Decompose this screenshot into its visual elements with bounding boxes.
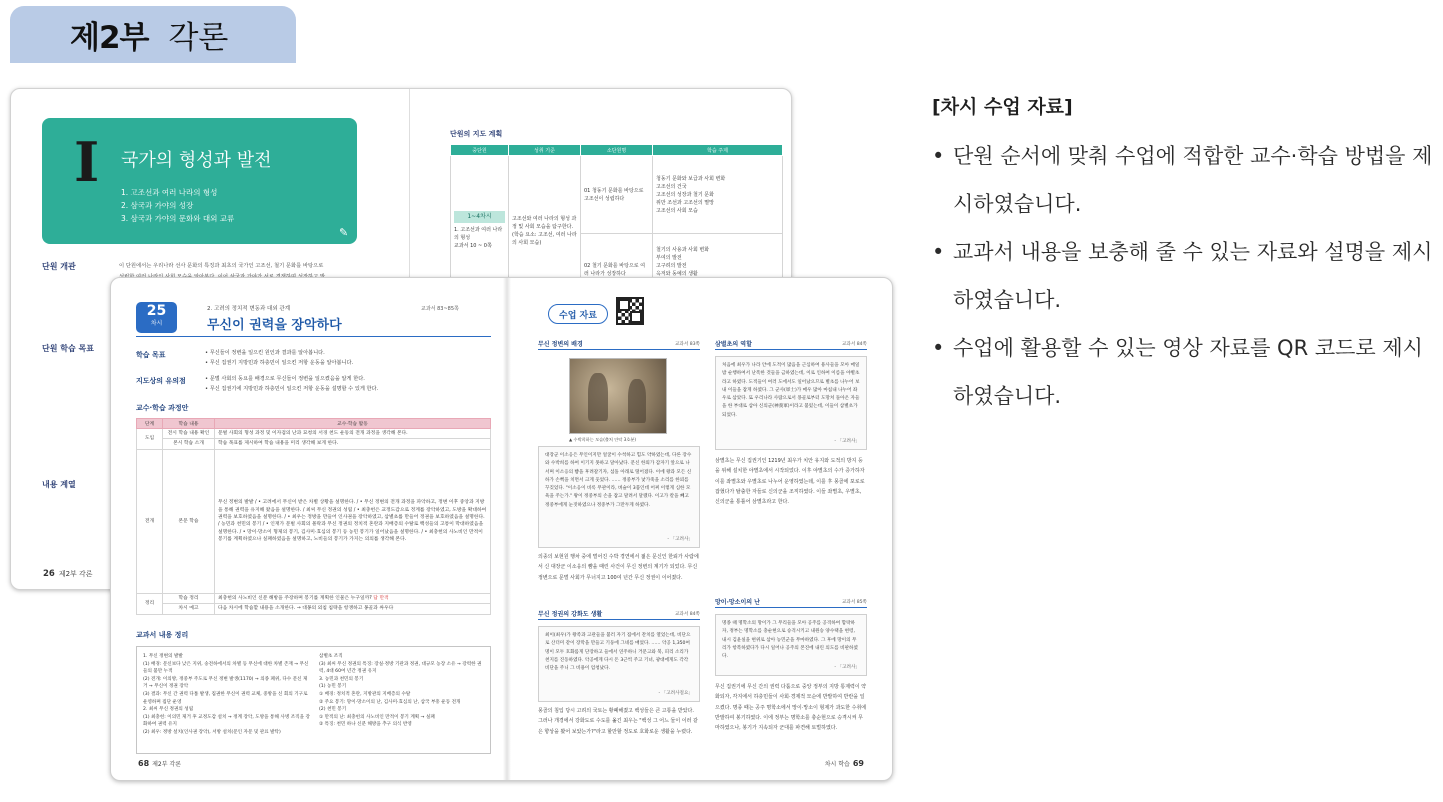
objective: • 무신 집권기 지방민과 하층민이 일으킨 저항 운동을 알아봅니다. bbox=[205, 360, 354, 366]
material-heading bbox=[538, 338, 700, 350]
material-title: 삼별초의 역할 bbox=[715, 341, 752, 348]
right-page-number bbox=[825, 759, 864, 768]
summary-title: 교과서 내용 정리 bbox=[136, 631, 189, 639]
topic: 철기의 사용과 사회 변화 bbox=[656, 246, 710, 253]
process-table bbox=[136, 418, 491, 615]
summary-line: (2) 천민 봉기 bbox=[319, 707, 347, 713]
side-bullet: • 단원 순서에 맞춰 수업에 적합한 교수·학습 방법을 제시하였습니다. bbox=[932, 132, 1437, 228]
process-header: 교수·학습 활동 bbox=[215, 419, 491, 429]
label-overview: 단원 개관 bbox=[42, 262, 76, 271]
topic: 위만 조선과 고조선의 멸망 bbox=[656, 199, 714, 206]
process-item: 차시 예고 bbox=[163, 604, 215, 614]
process-activity: 문벌 사회의 형성 과정 및 이자겸의 난과 묘청의 서경 천도 운동의 전개 과정을 생각해 본다. bbox=[215, 429, 491, 439]
unit-plan-standard: 고조선와 여러 나라의 형성 과정 및 사회 모습을 탐구한다. (학습 요소: 고조선, 여러 나라의 사회 모습) bbox=[509, 156, 581, 306]
quote-text: 처음에 최우가 나라 안에 도적이 많음을 근심하여 용사들을 모아 매일 밤 순행하여서 난폭한 것들을 금하였는데, 이로 인하여 이름을 야별초라고 하였다. 도적들이 여러 도에서도 일어났으므로 별초를 나누어 보내 이들을 잡게 하였다. 그 군사(軍士)가 매우 많아 마침내 나누어 좌우로 삼았다. 또 우리나라 사람으로서 몽골로부터 도망쳐 돌아온 자들을 한 부대로 삼아 신의군(神義軍)이라고 불렀는데, 이들이 삼별초가 되었다. bbox=[722, 363, 860, 418]
topic: 고조선의 건국 bbox=[656, 183, 687, 190]
topic: 청동기 문화와 보급과 사회 변화 bbox=[656, 175, 726, 182]
process-title: 교수·학습 과정안 bbox=[136, 404, 189, 412]
divider bbox=[136, 336, 491, 337]
chapter-subsection: 3. 삼국과 가야의 문화와 대외 교류 bbox=[121, 214, 235, 223]
process-activity bbox=[215, 593, 491, 603]
topic: 옥저와 동예의 생활 bbox=[656, 270, 698, 277]
summary-line: (3) 최씨 무신 정권의 특징: 장실·정방 기관과 정권, 대규모 농장 소유 → 강력한 권력, 4대 60여 년간 정권 유지 bbox=[319, 661, 482, 675]
summary-line: 1. 무신 정변의 발발 bbox=[143, 654, 183, 659]
unit-plan-topics bbox=[653, 156, 783, 234]
process-header: 학습 내용 bbox=[163, 419, 215, 429]
summary-line: (1) 배경: 문신보다 낮은 지위, 숭전하에서의 차별 등 무신에 대한 차별 존재 → 무신들의 불만 누적 bbox=[143, 661, 309, 675]
material-heading bbox=[715, 596, 867, 608]
material-body: 의종의 보현원 행차 중에 벌어진 수박 경연에서 젊은 문신인 한뢰가 사람에서 신 대장군 이소응의 뺨을 때린 사건이 무신 정변의 계기가 되었다. 무신 정변으로 문벌 사회가 무너지고 100여 년간 무신 정권이 이어졌다. bbox=[538, 554, 699, 581]
chapter-subsection: 1. 고조선과 여러 나라의 형성 bbox=[121, 188, 218, 197]
summary-line: 2. 최씨 무신 정권의 성립 bbox=[143, 707, 194, 713]
page-number: 68 bbox=[138, 759, 150, 768]
unit-plan-sub: 01 청동기 문화를 바탕으로 고조선이 성립하다 bbox=[581, 156, 653, 234]
note: • 문벌 사회의 동요를 배경으로 무신들이 정변을 일으켰음을 알게 한다. bbox=[205, 376, 365, 382]
process-activity: 다음 차시에 학습할 내용을 소개한다. → 대몽의 외침 침략을 항쟁하고 몽골과 싸우다 bbox=[215, 604, 491, 614]
material-ref: 교과서 85쪽 bbox=[841, 599, 867, 605]
summary-left bbox=[143, 653, 311, 737]
summary-line: ① 배경: 정치적 혼란, 지방관의 지배층의 수탈 bbox=[319, 691, 411, 697]
topic: 고조선의 성장과 철기 문화 bbox=[656, 191, 714, 198]
chapter-roman: I bbox=[74, 130, 100, 194]
material-body: 몽골의 침입 당시 고려의 국토는 황폐해졌고 백성들은 큰 고통을 받았다. 그러나 개경에서 강화도로 수도를 옮긴 최우는 "백성 그 어느 둘이 이러 같은 향상을 봤어 보았는가?"라고 할만할 정도로 호화로운 생활을 누렸다. bbox=[538, 708, 698, 735]
objective: • 무신들이 정변을 일으킨 원인과 결과를 알아봅니다. bbox=[205, 350, 325, 356]
quote-text: 명종 때 명학소의 망이가 그 무리들을 모아 공주를 공격하여 함락하자, 정부는 명학소를 충순현으로 승격시키고 내원승 양수택을 현령, 내시 김윤실을 현위로 삼아 농민군을 무마하였다. 그 후에 망이의 무리가 항복하였다가 다시 일어나 공주의 본진에 내린 의도를 비판하였다. bbox=[722, 621, 858, 660]
notes-list bbox=[205, 374, 378, 394]
process-stage: 도입 bbox=[137, 429, 163, 450]
lesson-unit-label: 차시 bbox=[150, 320, 163, 327]
lesson-number: 25 bbox=[146, 303, 167, 319]
summary-line: (3) 결과: 무신 간 권력 다툼 발생, 집권한 무신이 권력 교체, 중방을 신 회의 기구로 운영하며 집단 운영 bbox=[143, 691, 308, 705]
summary-line: 3. 농민과 천민의 봉기 bbox=[319, 676, 364, 682]
materials-title: 수업 자료 bbox=[548, 304, 608, 324]
summary-line: ② 특징: 천민 하나 신분 해방을 추구 의식 반영 bbox=[319, 722, 412, 728]
objectives-label: 학습 목표 bbox=[136, 351, 166, 359]
topic: 고조선의 사회 모습 bbox=[656, 207, 698, 214]
quote-source: - 「고려사절요」 bbox=[658, 691, 693, 696]
quote-box bbox=[715, 614, 867, 676]
lesson-subheading: 2. 고려의 정치적 변동과 대외 관계 bbox=[207, 306, 291, 312]
unit-plan-header: 중단원 bbox=[451, 145, 509, 156]
process-stage: 전개 bbox=[137, 449, 163, 593]
quote-text: 대장군 이소응은 무인이지만 얼굴이 수척하고 힘도 약하였는데, 다른 장수와 수박희를 하여 이기지 못하고 달아났다. 문신 한뢰가 갑자기 앞으로 나서며 이소응의 뺨을 후려갈기자, 섬돌 아래로 떨어졌다. 이에 왕과 모든 신하가 손뼉을 치면서 크게 웃었다. …… 정중부가 낯가죽을 소리를 한뢰를 꾸짖었다. "이소응이 비록 무관이라, 벼슬이 3품인데 어찌 이렇게 심한 모욕을 주는가." 왕이 정중부의 손을 잡고 말려서 달랬다. 이고가 칼을 빼고 정중부에게 눈짓하였으나 정중부가 그만두게 하였다. bbox=[545, 453, 692, 508]
side-bullet-list bbox=[932, 132, 1437, 420]
page-number: 26 bbox=[43, 569, 55, 579]
mid-unit: 1. 고조선과 여러 나라의 형성 bbox=[454, 227, 503, 241]
quote-box bbox=[538, 626, 700, 702]
summary-line: ① 만적의 난: 최충헌의 사노비인 만적이 봉기 계획 → 실패 bbox=[319, 714, 435, 720]
part-tab bbox=[10, 6, 296, 63]
process-answer: 답 만적 bbox=[373, 595, 389, 601]
summary-box bbox=[136, 646, 491, 754]
summary-line: 삼별초 조직 bbox=[319, 654, 343, 659]
chapter-title: 국가의 형성과 발전 bbox=[121, 150, 272, 171]
process-item: 본문 학습 bbox=[163, 449, 215, 593]
overview-line: 이 단원에서는 우리나라 선사 문화의 특징과 최초의 국가인 고조선, 철기 문화를 바탕으로 bbox=[119, 263, 324, 269]
quote-box bbox=[715, 356, 867, 450]
lesson-textbook-ref: 교과서 83~85쪽 bbox=[421, 306, 459, 312]
page-section: 제2부 각론 bbox=[152, 761, 182, 768]
summary-line: ② 주요 봉기: 망이·망소이의 난, 김사미·효심의 난, 삼국 부흥 운동 전개 bbox=[319, 699, 461, 705]
process-item: 학습 정리 bbox=[163, 593, 215, 603]
note: • 무신 집권기에 지방민과 하층민이 일으킨 저항 운동을 설명할 수 있게 한다. bbox=[205, 386, 379, 392]
chapter-subsections bbox=[121, 186, 234, 225]
page-section: 제2부 각론 bbox=[58, 570, 93, 578]
process-item: 전시 학습 내용 확인 bbox=[163, 429, 215, 439]
left-page-number bbox=[138, 759, 181, 768]
session-badge: 1~4차시 bbox=[454, 211, 505, 223]
material-title: 무신 정권의 강화도 생활 bbox=[538, 611, 603, 618]
summary-line: (1) 농민 봉기 bbox=[319, 684, 347, 690]
process-activity: 학습 목표를 제시하여 학습 내용을 미리 생각해 보게 한다. bbox=[215, 439, 491, 449]
back-page-number bbox=[43, 569, 93, 579]
part-number: 제2부 bbox=[70, 20, 149, 56]
quote-box bbox=[538, 446, 700, 548]
unit-plan-header: 성취 기준 bbox=[509, 145, 581, 156]
quote-source: - 「고려사」 bbox=[834, 439, 860, 444]
front-spread bbox=[110, 277, 893, 781]
process-item: 본시 학습 소개 bbox=[163, 439, 215, 449]
label-goals: 단원 학습 목표 bbox=[42, 344, 94, 353]
chapter-box bbox=[42, 118, 357, 244]
quote-source: - 「고려사」 bbox=[834, 665, 860, 670]
label-design: 내용 계열 bbox=[42, 480, 76, 489]
unit-plan-header: 학습 주제 bbox=[653, 145, 783, 156]
photo-caption: ▲ 수박희하는 모습(출처 안악 3호분) bbox=[569, 437, 637, 442]
page-section: 차시 학습 bbox=[824, 761, 850, 768]
material-body: 삼별초는 무신 집권기인 1219년 최우가 치안 유지와 도적의 방지 등을 위해 설치한 야별초에서 시작되었다. 이후 야별초의 수가 증가하자 이를 좌별초와 우별초로 나누어 운영하였는데, 이를 후 몽골에 포로로 잡혔다가 탈출한 자들로 신의군을 조직하였다. 이들 좌별초, 우별초, 신의군을 통틀어 삼별초라고 한다. bbox=[715, 458, 865, 506]
quote-source: - 「고려사」 bbox=[667, 537, 693, 542]
unit-plan-header: 소단원명 bbox=[581, 145, 653, 156]
process-stage: 정리 bbox=[137, 593, 163, 614]
material-ref: 교과서 84쪽 bbox=[674, 611, 700, 617]
chapter-subsection: 2. 삼국과 가야의 성장 bbox=[121, 201, 194, 210]
summary-line: (1) 최충헌: 이의민 제거 후 교정도감 설치 → 정계 장악, 도방을 통해 사병 조직을 강화하여 권력 유지 bbox=[143, 714, 310, 728]
material-heading bbox=[715, 338, 867, 350]
mid-unit-sub: 교과서 10 ~ 0쪽 bbox=[454, 243, 492, 249]
qr-code-icon[interactable] bbox=[616, 297, 644, 325]
material-ref: 교과서 84쪽 bbox=[841, 341, 867, 347]
material-body: 무신 집권기에 무신 간의 권력 다툼으로 중앙 정부의 지방 통제력이 약화되자, 각지에서 하층민들이 사회·경제적 모순에 반발하여 반란을 일으켰다. 명종 때는 공주 명학소에서 망이·망소이 형제가 과도한 수취에 반발하여 봉기하였다. 이에 정부는 명학소를 충순현으로 승격시켜 무마하였으나, 봉기가 지속되자 군대를 파견해 토벌하였다. bbox=[715, 684, 867, 732]
side-bullet: • 수업에 활용할 수 있는 영상 자료를 QR 코드로 제시하였습니다. bbox=[932, 324, 1437, 420]
material-heading bbox=[538, 608, 700, 620]
part-name: 각론 bbox=[168, 20, 229, 56]
side-title: [차시 수업 자료] bbox=[932, 96, 1073, 118]
topic: 고구려의 발전 bbox=[656, 262, 687, 269]
material-ref: 교과서 83쪽 bbox=[674, 341, 700, 347]
material-title: 망이·망소이의 난 bbox=[715, 599, 760, 606]
objectives-list bbox=[205, 348, 353, 368]
notes-label: 지도상의 유의점 bbox=[136, 377, 186, 385]
page-number: 69 bbox=[852, 759, 864, 768]
material-title: 무신 정변의 배경 bbox=[538, 341, 583, 348]
process-activity: 무신 정변의 발발 / • 고려에서 무신이 받은 차별 상황을 설명한다. / • 무신 정변의 전개 과정을 파악하고, 정변 이후 중앙과 지방을 통해 권력을 유지해 왔음을 설명한다. / 최씨 무신 정권의 성립 / • 최충헌은 교정도감으로 정계를 장악하였고, 도방을 확대하여 권력을 보호하였음을 설명한다. / • 최우는 정방을 만들어 인사권을 장악하였고, 삼별초를 만들어 정권을 보호하였음을 설명한다. / 농민과 천민의 봉기 / • 인재가 문벌 사회의 몰락과 무신 정권의 정치적 혼란과 지배층의 수탈로 백성들의 고통이 막대하였음을 설명한다. / • 망이·망소이 형제의 봉기, 김사미·효심의 봉기 등 농민 봉기가 일어났음을 설명한다. / • 최충헌의 사노비인 만적이 봉기를 계획하였으나 실패하였음을 설명하고, 노비들의 봉기가 가지는 의의를 생각해 본다. bbox=[215, 449, 491, 593]
unit-plan-sub: 02 철기 문화를 바탕으로 여러 나라가 성장하다 bbox=[581, 234, 653, 306]
page-fold bbox=[503, 278, 511, 780]
lesson-badge bbox=[136, 302, 177, 333]
quote-text: 최이(최우)가 왕족과 고관들을 불러 자기 집에서 잔치를 열었는데, 비단으로 산더미 같이 장막을 만들고 기둥에 그네를 매었다. …… 악공 1,350여 명이 모두 호화롭게 단장하고 들에서 연주하니 거문고와 북, 피리 소리가 천지를 진동하였다. 악공에게 다시 돈 3근씩 주고 기녀, 광대에게도 각각 비단을 주니 그 비용이 엄청났다. bbox=[545, 633, 691, 672]
unit-plan-title: 단원의 지도 계획 bbox=[450, 130, 503, 138]
pencil-icon: ✎ bbox=[339, 226, 349, 239]
side-bullet: • 교과서 내용을 보충해 줄 수 있는 자료와 설명을 제시하였습니다. bbox=[932, 228, 1437, 324]
process-question: 최충헌의 사노비인 신분 해방을 주장하며 봉기를 계획한 인물은 누구일까? bbox=[218, 595, 372, 601]
summary-line: (2) 최우: 정방 설치(인사권 장악), 서방 설치(문인 자문 및 관료 발탁) bbox=[143, 729, 281, 735]
lesson-title: 무신이 권력을 장악하다 bbox=[207, 318, 342, 333]
summary-right bbox=[319, 653, 487, 729]
summary-line: (2) 전개: 이의방, 정중부 주도로 무신 정변 발생(1170) → 의종 폐위, 다수 문신 제거 → 무신이 정권 장악 bbox=[143, 676, 308, 690]
topic: 부여의 발전 bbox=[656, 254, 682, 261]
process-header: 단계 bbox=[137, 419, 163, 429]
mural-photo bbox=[569, 358, 667, 434]
